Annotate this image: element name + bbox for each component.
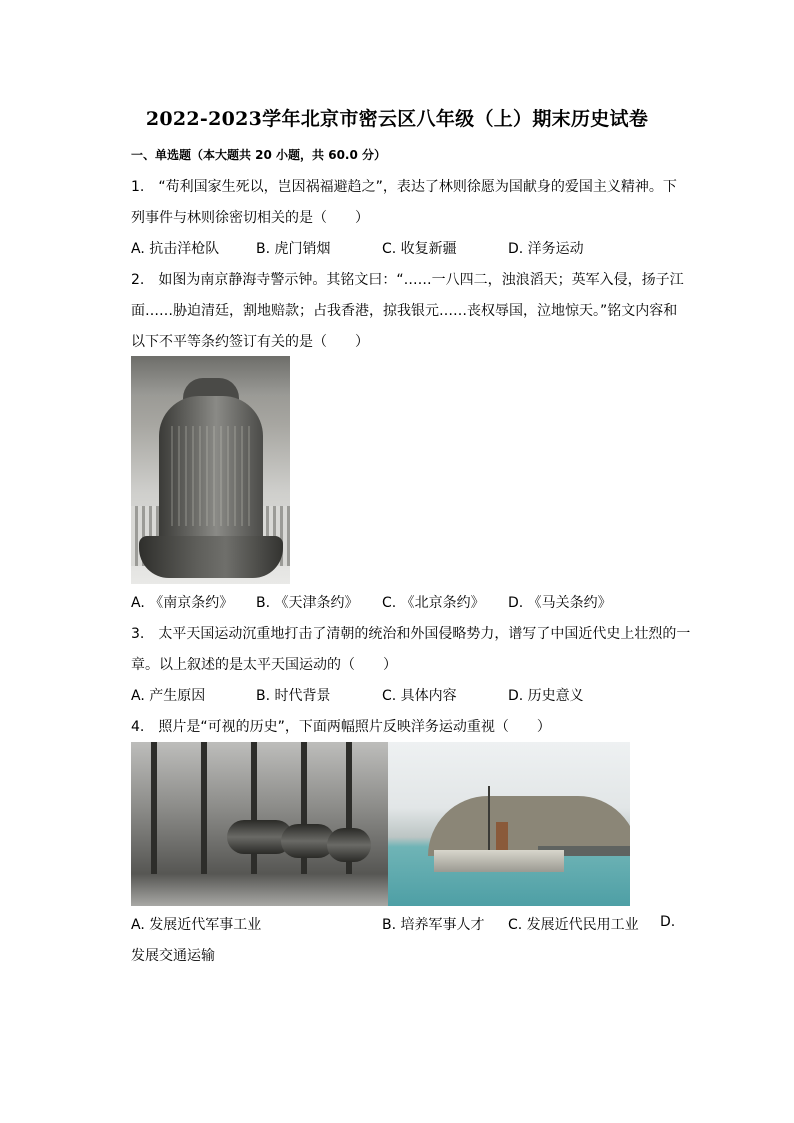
question-3-line-1 bbox=[131, 623, 690, 643]
warship-photo bbox=[388, 742, 630, 906]
question-1-text-1: “苟利国家生死以，岂因祸福避趋之”，表达了林则徐愿为国献身的爱国主义精神。下 bbox=[158, 179, 677, 195]
question-2-option-d: D. 《马关条约》 bbox=[508, 595, 612, 611]
question-1-line-2: 列事件与林则徐密切相关的是（ ） bbox=[131, 210, 369, 226]
page-title: 2022-2023学年北京市密云区八年级（上）期末历史试卷 bbox=[145, 108, 649, 130]
question-4-option-d-text: 发展交通运输 bbox=[131, 948, 215, 964]
section-heading: 一、单选题（本大题共 20 小题，共 60.0 分） bbox=[131, 148, 387, 162]
question-1-option-b: B. 虎门销烟 bbox=[256, 241, 331, 257]
question-4-line-1 bbox=[131, 716, 551, 736]
question-2-line-2: 面……胁迫清廷，割地赔款；占我香港，掠我银元……丧权辱国，泣地惊天。”铭文内容和 bbox=[131, 303, 678, 319]
ship-funnel bbox=[496, 822, 508, 852]
question-3-option-c: C. 具体内容 bbox=[382, 688, 457, 704]
cannon-barrel bbox=[327, 828, 371, 862]
bell-inscription bbox=[171, 426, 251, 526]
question-2-line-3: 以下不平等条约签订有关的是（ ） bbox=[131, 334, 369, 350]
question-2-line-1 bbox=[131, 269, 684, 289]
question-2-text-1: 如图为南京静海寺警示钟。其铭文曰：“……一八四二，浊浪滔天；英军入侵，扬子江 bbox=[158, 272, 684, 288]
question-2-option-c: C. 《北京条约》 bbox=[382, 595, 485, 611]
question-4-option-d-label: D. bbox=[660, 914, 676, 930]
bell-photo bbox=[131, 356, 290, 584]
question-3-line-2: 章。以上叙述的是太平天国运动的（ ） bbox=[131, 657, 397, 673]
question-3-option-a: A. 产生原因 bbox=[131, 688, 206, 704]
question-1-line-1 bbox=[131, 176, 677, 196]
arsenal-workshop-photo bbox=[131, 742, 388, 906]
question-3-option-b: B. 时代背景 bbox=[256, 688, 331, 704]
question-4-option-b: B. 培养军事人才 bbox=[382, 917, 485, 933]
ship-hull bbox=[434, 850, 564, 872]
question-4-text-1: 照片是“可视的历史”，下面两幅照片反映洋务运动重视（ ） bbox=[158, 719, 551, 735]
question-3-text-1: 太平天国运动沉重地打击了清朝的统治和外国侵略势力，谱写了中国近代史上壮烈的一 bbox=[158, 626, 691, 642]
question-4-option-a: A. 发展近代军事工业 bbox=[131, 917, 262, 933]
question-4-number: 4. bbox=[131, 719, 145, 735]
question-1-number: 1. bbox=[131, 179, 145, 195]
question-2-option-a: A. 《南京条约》 bbox=[131, 595, 234, 611]
ship-mast bbox=[488, 786, 490, 852]
question-1-option-c: C. 收复新疆 bbox=[382, 241, 457, 257]
question-1-option-a: A. 抗击洋枪队 bbox=[131, 241, 220, 257]
bell-rim bbox=[139, 536, 283, 578]
question-3-number: 3. bbox=[131, 626, 145, 642]
question-2-number: 2. bbox=[131, 272, 145, 288]
question-1-option-d: D. 洋务运动 bbox=[508, 241, 584, 257]
question-3-option-d: D. 历史意义 bbox=[508, 688, 584, 704]
workshop-floor bbox=[131, 874, 388, 906]
question-4-option-c: C. 发展近代民用工业 bbox=[508, 917, 639, 933]
question-2-option-b: B. 《天津条约》 bbox=[256, 595, 359, 611]
